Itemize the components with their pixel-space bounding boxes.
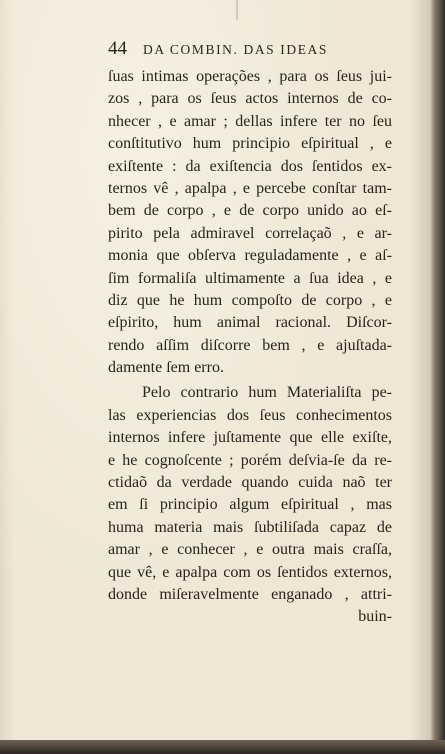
text-line: monia que obſerva reguladamente , e aſ- [108,247,392,265]
text-line: conſtitutivo hum principio eſpiritual , e [108,135,392,153]
paragraph-2 [108,382,392,606]
text-line: damente ſem erro. [108,359,224,377]
text-line: exiſtente : da exiſtencia dos ſentidos ex- [108,157,392,175]
text-line: bem de corpo , e de corpo unido ao eſ- [108,202,392,220]
running-head [108,38,328,62]
text-line: Pelo contrario hum Materialiſta pe- [142,384,392,402]
text-line: que vê, e apalpa com os ſentidos externos, [108,563,392,581]
text-line: donde miſeravelmente enganado , attri- [108,585,392,603]
text-line: ſuas intimas operações , para os ſeus jui- [108,68,392,85]
text-line: diz que he hum compoſto de corpo , e [108,291,392,309]
page-number: 44 [108,38,127,59]
text-line: zos , para os ſeus actos internos de co- [108,90,392,108]
text-line: rendo aſſim diſcorre bem , e ajuſtada- [108,336,392,354]
book-bottom-edge [0,740,445,754]
text-line: internos infere juſtamente que elle exiſte, [108,429,392,447]
text-line: pirito pela admiravel correlaçaõ , e ar- [108,224,392,242]
text-line: ſim formaliſa ultimamente a ſua idea , e [108,269,392,287]
paragraph-1 [108,66,392,379]
book-spine-edge [430,0,445,754]
text-line: nhecer , e amar ; dellas infere ter no ſeu [108,112,392,130]
paper-crease [236,0,238,20]
text-line: eſpirito, hum animal racional. Diſcor- [108,314,392,332]
catchword: buin- [358,608,392,626]
text-line: las experiencias dos ſeus conhecimentos [108,406,392,424]
text-line: ternos vê , apalpa , e percebe conſtar tam- [108,179,392,197]
text-line: em ſi principio algum eſpiritual , mas [108,496,392,514]
body-text [108,66,392,629]
running-title: DA COMBIN. DAS IDEAS [143,42,329,57]
text-line: e he cognoſcente ; porém deſvia-ſe da re- [108,451,392,469]
text-line: huma materia mais ſubtiliſada capaz de [108,518,392,536]
text-line: ctidaõ da verdade quando cuida naõ ter [108,474,392,492]
text-line: amar , e conhecer , e outra mais craſſa, [108,541,392,559]
